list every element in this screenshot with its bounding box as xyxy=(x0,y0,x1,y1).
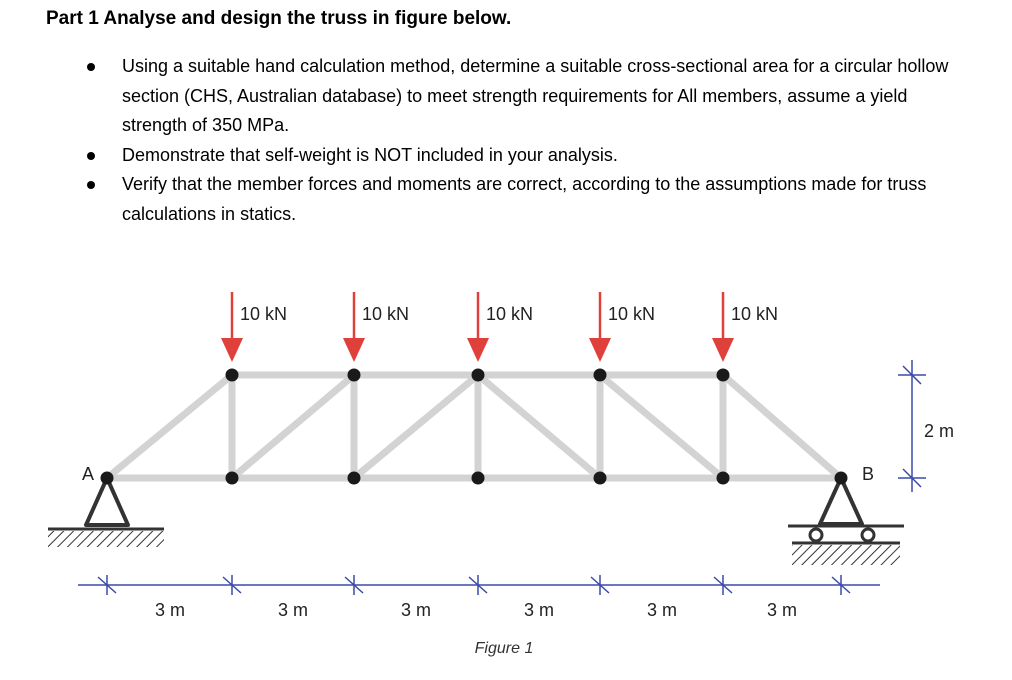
joint-node xyxy=(717,369,730,382)
load-label: 10 kN xyxy=(362,304,410,324)
truss-members xyxy=(107,375,841,478)
joint-node xyxy=(348,369,361,382)
instruction-text: Demonstrate that self-weight is NOT included in your analysis. xyxy=(122,144,618,165)
joint-node xyxy=(226,472,239,485)
pin-support-left xyxy=(48,478,164,547)
load-arrow-icon xyxy=(343,292,365,362)
load-label: 10 kN xyxy=(240,304,288,324)
span-label: 3 m xyxy=(277,600,309,620)
span-label: 3 m xyxy=(766,600,798,620)
page-heading: Part 1 Analyse and design the truss in figure below. xyxy=(46,8,512,29)
span-label: 3 m xyxy=(154,600,186,620)
joint-node xyxy=(835,472,848,485)
diagonal-member xyxy=(478,375,600,478)
joint-node xyxy=(472,472,485,485)
joint-node xyxy=(717,472,730,485)
end-diagonal-left xyxy=(107,375,232,478)
height-dimension xyxy=(898,360,926,492)
instruction-text: Verify that the member forces and moments are correct, according to the assumptions made for truss calculations in statics. xyxy=(122,174,927,224)
load-arrow-icon xyxy=(467,292,489,362)
load-arrows xyxy=(221,292,734,362)
joint-node xyxy=(101,472,114,485)
joint-node xyxy=(226,369,239,382)
span-label: 3 m xyxy=(400,600,432,620)
span-dimensions xyxy=(78,575,880,595)
load-label: 10 kN xyxy=(486,304,534,324)
figure-caption: Figure 1 xyxy=(474,640,534,657)
height-label: 2 m xyxy=(924,421,955,441)
diagonal-member xyxy=(232,375,354,478)
support-label-a: A xyxy=(82,464,95,484)
span-label: 3 m xyxy=(646,600,678,620)
load-arrow-icon xyxy=(712,292,734,362)
diagonal-member xyxy=(600,375,723,478)
instruction-text: Using a suitable hand calculation method, determine a suitable cross-sectional area for a circular hollow section (CHS, Australian database) to meet strength requirements for All members, assume a yield strength of 350 MPa. xyxy=(122,56,949,135)
end-diagonal-right xyxy=(723,375,841,478)
diagonal-member xyxy=(354,375,478,478)
load-label: 10 kN xyxy=(608,304,656,324)
roller-support-right xyxy=(788,478,904,565)
joint-node xyxy=(472,369,485,382)
load-label: 10 kN xyxy=(731,304,779,324)
load-arrow-icon xyxy=(589,292,611,362)
joint-node xyxy=(348,472,361,485)
joint-node xyxy=(594,472,607,485)
span-label: 3 m xyxy=(523,600,555,620)
support-label-b: B xyxy=(862,464,875,484)
joint-node xyxy=(594,369,607,382)
load-arrow-icon xyxy=(221,292,243,362)
